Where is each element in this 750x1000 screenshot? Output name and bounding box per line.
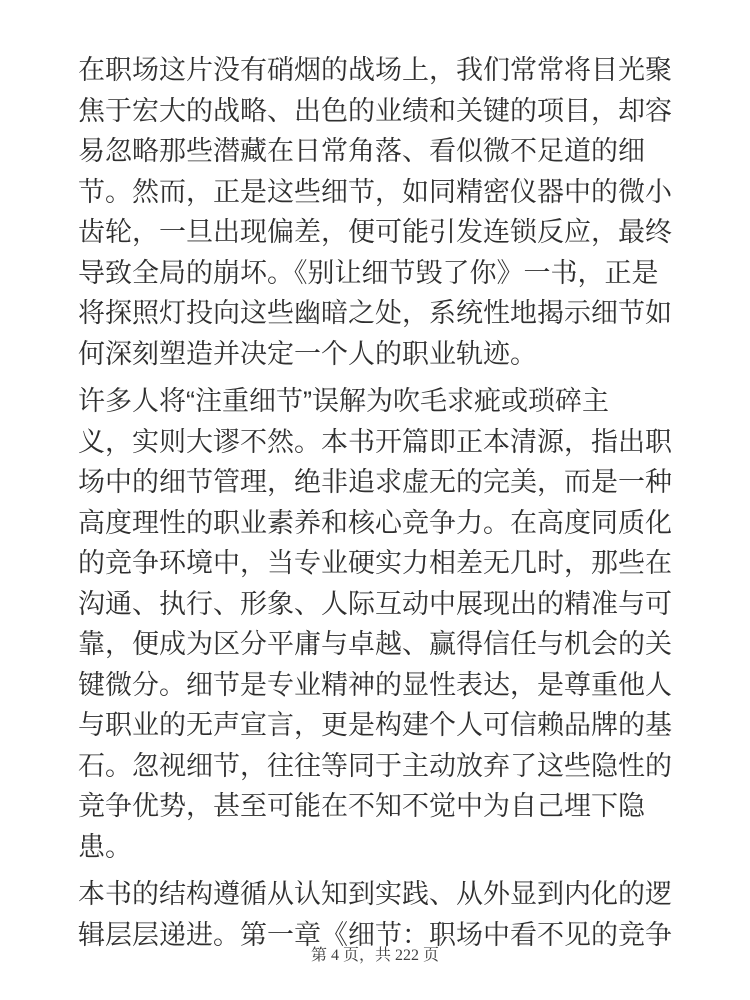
text-line: 与职业的无声宣言，更是构建个人可信赖品牌的基 — [78, 710, 672, 740]
text-line: 易忽略那些潜藏在日常角落、看似微不足道的细 — [78, 136, 645, 166]
paragraph — [78, 874, 703, 955]
text-line: 辑层层递进。第一章《细节：职场中看不见的竞争 — [78, 919, 672, 950]
text-line: 的竞争环境中，当专业硬实力相差无几时，那些在 — [78, 548, 672, 578]
text-line: 石。忽视细节，往往等同于主动放弃了这些隐性的 — [78, 750, 672, 781]
text-line: 齿轮，一旦出现偏差，便可能引发连锁反应，最终 — [78, 217, 672, 247]
text-line: 场中的细节管理，绝非追求虚无的完美，而是一种 — [78, 467, 672, 497]
text-line: 键微分。细节是专业精神的显性表达，是尊重他人 — [78, 669, 672, 700]
text-line: 将探照灯投向这些幽暗之处，系统性地揭示细节如 — [78, 298, 672, 328]
text-line: 高度理性的职业素养和核心竞争力。在高度同质化 — [78, 507, 672, 538]
text-line: 义，实则大谬不然。本书开篇即正本清源，指出职 — [78, 426, 672, 457]
page-number-footer: 第 4 页，共 222 页 — [310, 947, 439, 964]
text-line: 焦于宏大的战略、出色的业绩和关键的项目，却容 — [78, 95, 672, 126]
text-line: 本书的结构遵循从认知到实践、从外显到内化的逻 — [78, 879, 672, 909]
text-line: 许多人将“注重细节”误解为吹毛求疵或琐碎主 — [78, 386, 609, 416]
text-line: 患。 — [78, 831, 132, 862]
paragraph — [78, 50, 703, 374]
paragraph — [78, 381, 703, 867]
page-body-text — [78, 50, 703, 962]
text-line: 竞争优势，甚至可能在不知不觉中为自己埋下隐 — [78, 791, 645, 821]
text-line: 何深刻塑造并决定一个人的职业轨迹。 — [78, 338, 537, 369]
text-line: 沟通、执行、形象、人际互动中展现出的精准与可 — [78, 588, 672, 619]
text-line: 靠，便成为区分平庸与卓越、赢得信任与机会的关 — [78, 629, 672, 659]
text-line: 节。然而，正是这些细节，如同精密仪器中的微小 — [78, 176, 672, 207]
text-line: 导致全局的崩坏。《别让细节毁了你》一书，正是 — [78, 257, 659, 288]
text-line: 在职场这片没有硝烟的战场上，我们常常将目光聚 — [78, 55, 672, 85]
